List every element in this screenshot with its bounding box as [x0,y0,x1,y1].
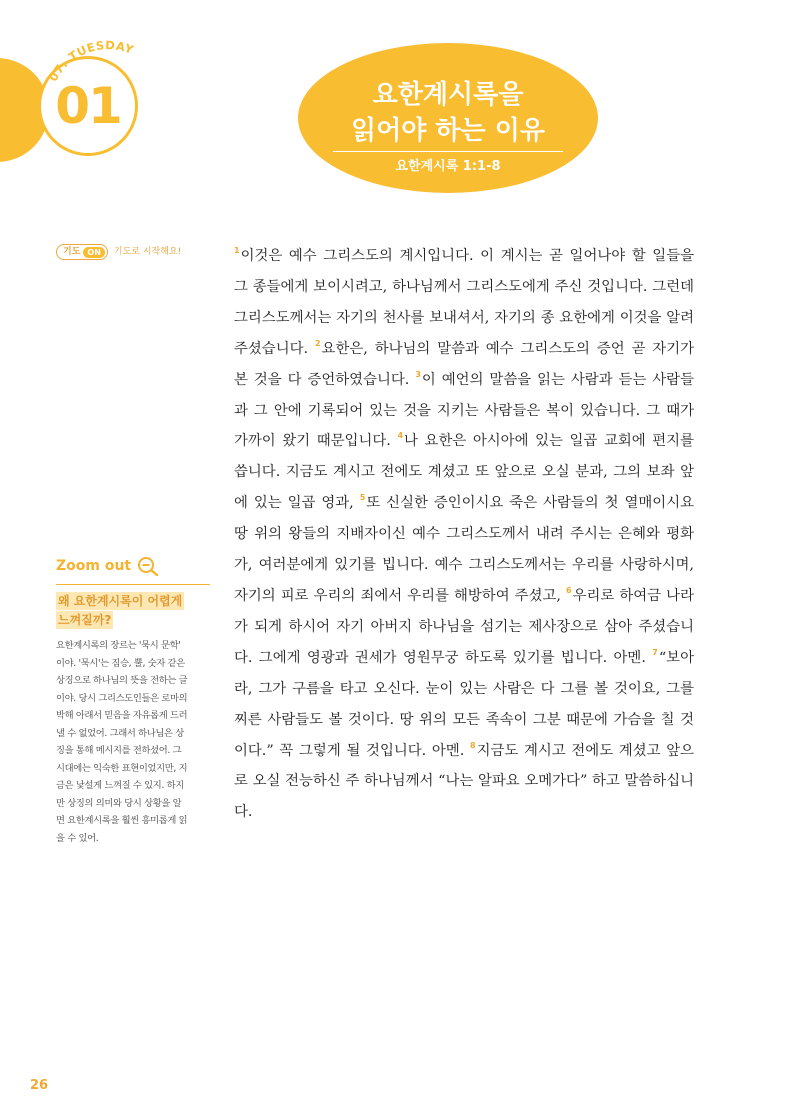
body-line: 징을 통해 메시지를 전하셨어. 그 [56,745,182,756]
verse-text: 이것은 예수 그리스도의 계시입니다. 이 계시는 곧 일어나야 할 일들을 그 종들에게 보이시려고, 하나님께서 그리스도에게 주신 것입니다. 그런데 그리스도께서는 자기의 천사를 보내셔서, 자기의 종 요한에게 이것을 알려 주셨습니다. [234,248,694,357]
verse-text: 우리로 하여금 나라가 되게 하시어 자기 아버지 하나님을 섬기는 제사장으로 삼아 주셨습니다. 그에게 영광과 권세가 영원무궁 하도록 있기를 빕니다. 아멘. [234,587,694,666]
body-line: 박해 아래서 믿음을 자유롭게 드러 [56,710,188,721]
verse-number: 8 [470,740,476,750]
verse-text: “보아라, 그가 구름을 타고 오신다. 눈이 있는 사람은 다 그를 볼 것이요, 그를 찌른 사람들도 볼 것이다. 땅 위의 모든 족속이 그분 때문에 가슴을 칠 것이다.” 꼭 그렇게 될 것입니다. 아멘. [234,649,694,759]
zoom-out-body [56,637,212,847]
question-line: 느껴질까? [58,613,112,627]
body-line: 이야. 당시 그리스도인들은 로마의 [56,692,188,704]
day-label: 07. TUESDAY [45,38,136,84]
prayer-badge [56,244,108,260]
body-line: 을 수 있어. [56,832,99,844]
scripture-reference: 요한계시록 1:1-8 [395,159,501,174]
body-line: 금은 낯설게 느껴질 수 있지. 하지 [56,780,184,791]
body-line: 이야. '묵시'는 짐승, 뿔, 숫자 같은 [56,657,185,669]
zoom-out-question [56,592,206,630]
body-line: 낼 수 없었어. 그래서 하나님은 상 [56,727,184,739]
verse-number: 4 [397,431,404,441]
verse-text: 요한은, 하나님의 말씀과 예수 그리스도의 증언 곧 자기가 본 것을 다 증언하였습니다. [234,340,695,388]
body-line: 시대에는 익숙한 표현이었지만, 지 [56,762,188,774]
verse-number: 7 [652,647,658,657]
day-number: 01 [55,77,121,135]
zoom-out-header [56,556,161,576]
verse-text: 지금도 계시고 전에도 계셨고 앞으로 오실 전능하신 주 하나님께서 “나는 알파요 오메가다” 하고 말씀하십니다. [234,742,694,821]
zoom-out-divider [56,584,210,585]
body-line: 면 요한계시록을 훨씬 흥미롭게 읽 [56,815,188,826]
magnifier-minus-icon [137,556,161,576]
verse-number: 2 [314,338,321,348]
verse-number: 6 [566,585,572,595]
body-line: 만 상징의 의미와 당시 상황을 알 [56,797,182,809]
prayer-word: 기도 [63,247,81,257]
verse-text: 나 요한은 아시아에 있는 일곱 교회에 편지를 씁니다. 지금도 계시고 전에도 계셨고 또 앞으로 오실 분과, 그의 보좌 앞에 있는 일곱 영과, [234,433,694,512]
verse-number: 5 [359,493,366,503]
prayer-row [56,244,181,260]
verse-text: 또 신실한 증인이시요 죽은 사람들의 첫 열매이시요 땅 위의 왕들의 지배자이신 예수 그리스도께서 내려 주시는 은혜와 평화가, 여러분에게 있기를 빕니다. 예수 그리스도께서는 우리를 사랑하시며, 자기의 피로 우리의 죄에서 우리를 해방하여 주셨고, [234,495,694,604]
page-title: 요한계시록을 읽어야 하는 이유 [351,80,545,146]
title-divider [333,151,563,152]
scripture-text [234,241,694,828]
verse-text: 이 예언의 말씀을 읽는 사람과 듣는 사람들과 그 안에 기록되어 있는 것을 지키는 사람들은 복이 있습니다. 그 때가 가까이 왔기 때문입니다. [234,371,694,450]
prayer-caption: 기도로 시작해요! [113,247,182,257]
verse-number: 3 [415,369,421,379]
verse-number: 1 [234,246,240,255]
page-number: 26 [30,1078,49,1093]
prayer-on-badge: ON [83,247,105,258]
body-line: 상징으로 하나님의 뜻을 전하는 글 [56,675,188,686]
question-line: 왜 요한계시록이 어렵게 [58,594,183,608]
body-line: 요한계시록의 장르는 '묵시 문학' [56,640,181,651]
zoom-out-title: Zoom out [56,558,132,574]
